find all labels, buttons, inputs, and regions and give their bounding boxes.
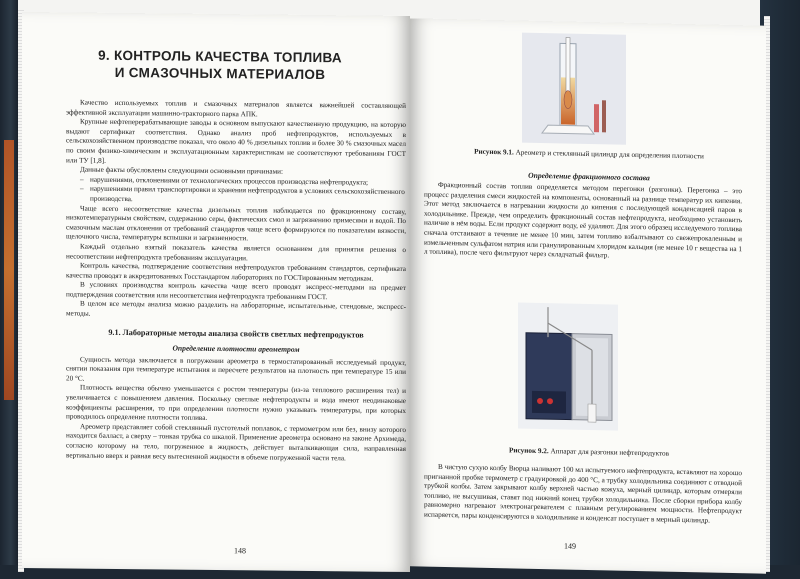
chapter-title-line2: И СМАЗОЧНЫХ МАТЕРИАЛОВ [114,64,326,83]
chapter-title [60,46,380,83]
paragraph: Контроль качества, подтверждение соответствия нефтепродуктов требованиям стандартов, сертификата качества проводят в аккредитованных Госстандартом лабораториях по ГОСТированным методикам. [66,261,406,283]
paragraph: Чаще всего несоответствие качества дизельных топлив наблюдается по фракционному составу, низкотемпературным свойствам, содержанию серы, фактических смол и загрязнению примесями и водой. По смазочным маслам отклонения от требований стандартов чаще всего формируются по показателям вязкости, щелочного числа, температуры вспышки и загрязненности. [66,204,406,243]
cover-accent-stripe [4,140,14,400]
paragraph: Ареометр представляет собой стеклянный пустотелый поплавок, с термометром или без, внизу которого находится балласт, а сверху – тонкая трубка со шкалой. Применение ареометра основано на законе Архимеда, согласно которому на тело, погруженное в жидкость, действует выталкивающая сила, направленная вертикально вверх и равная весу вытесненной жидкости в объеме погруженной части тела. [66,422,406,462]
paragraph: Сущность метода заключается в погружении ареометра в термостатированный исследуемый продукт, снятии показания при температуре испытания и пересчете результатов на плотность при температуре 15 или 20 °С. [66,355,406,383]
page-number: 148 [234,546,246,556]
figure2-caption [426,445,752,460]
paragraph: В целом все методы анализа можно разделить на лабораторные, испытательные, стендовые, экспресс-методы. [66,300,406,318]
bullet-item: – нарушениями правил транспортировки и хранения нефтепродуктов в условиях сельскохозяйственного производства. [90,185,406,207]
paragraph: Крупные нефтеперерабатывающие заводы в основном выпускают качественную продукцию, на которую выдают сертификат соответствия. Однако анализ проб нефтепродуктов, используемых в сельскохозяйственном производстве показал, что около 40 % дизельных топлив и более 30 % смазочных масел по своим физико-химическим и эксплуатационным характеристикам не соответствуют требованиям ГОСТ или ТУ [1,8]. [66,117,406,165]
figure1-caption [426,147,752,162]
chapter-title-line1: 9. КОНТРОЛЬ КАЧЕСТВА ТОПЛИВА [98,47,342,66]
paragraph: Каждый отдельно взятый показатель качества является основанием для принятия решения о несоответствии нефтепродукта требованиям эксплуатации. [66,242,406,262]
figure1-caption-label: Рисунок 9.1. [474,147,514,157]
paragraph: Качество используемых топлив и смазочных материалов является важнейшей составляющей эффективной эксплуатации машинно-тракторного парка АПК. [66,98,406,119]
paragraph: В чистую сухую колбу Вюрца наливают 100 мл испытуемого нефтепродукта, вставляют на хорошо пригнанной пробке термометр с градуировкой до 400 °С, а трубку холодильника соединяют с отводной трубкой колбы. Затем закрывают колбу верхней частью кожуха, мерный цилиндр, которым отмеряли топливо, не высушивая, ставят под нижний конец трубки холодильника. После сборки прибора колбу равномерно нагревают электронагревателем с плавным регулированием мощности. Нефтепродукт испаряется, пары конденсируются в холодильнике и конденсат поступает в мерный цилиндр. [424,462,742,525]
figure1-caption-text: Ареометр и стеклянный цилиндр для определения плотности [515,148,704,161]
figure-hydrometer-photo [522,33,626,145]
section-title: 9.1. Лабораторные методы анализа свойств светлых нефтепродуктов [108,327,364,340]
distillation-apparatus-icon [518,303,618,431]
left-page-body [66,98,406,464]
paragraph: Данные факты обусловлены следующими основными причинами: [80,165,284,176]
subsection-title: Определение фракционного состава [528,170,650,183]
left-page [22,12,410,572]
bullet-list [66,175,406,207]
figure2-caption-label: Рисунок 9.2. [508,446,549,456]
subsection-title: Определение плотности ареометром [172,343,300,354]
figure-distillation-apparatus-photo [518,303,618,431]
hydrometer-cylinder-icon [522,33,626,145]
bullet-item: – нарушениями, отклонениями от технологических процессов производства нефтепродукта; [90,175,406,188]
figure2-caption-text: Аппарат для разгонки нефтепродуктов [550,447,670,458]
right-page [410,18,766,573]
book-cover-left [0,0,18,579]
paragraph: Плотность вещества обычно уменьшается с ростом температуры (из-за теплового расширения тел) и увеличивается с повышением давления. Поскольку светлые нефтепродукты и вода имеют неодинаковые коэффициенты расширения, то при определении плотности нужно указывать температуры, при которых проводилось определение плотности топлива. [66,384,406,423]
paragraph: В условиях производства контроль качества чаще всего проводят экспресс-методами на предмет подтверждения соответствия или несоответствия нефтепродукта требованиям ГОСТ. [66,280,406,302]
paragraph: Фракционный состав топлив определяется методом перегонки (разгонки). Перегонка – это процесс разделения смеси жидкостей на компоненты, основанный на разнице температур их кипения. Этот метод заключается в нагревании жидкости до кипения с последующей конденсацией паров в холодильнике. Прежде, чем определить фракционный состав нефтепродукта, необходимо установить наличие в нём воды. Если продукт содержит воду, её удаляют. Для этого образец исследуемого топлива сначала отстаивают в течение не менее 10 мин, затем топливо взбалтывают со свежепрокаленным и измельченным сульфатом натрия или гранулированным хлоридом кальция (не менее 10 г вещества на 1 л топлива), после чего фильтруют через складчатый фильтр. [424,180,742,260]
page-number: 149 [564,541,576,551]
